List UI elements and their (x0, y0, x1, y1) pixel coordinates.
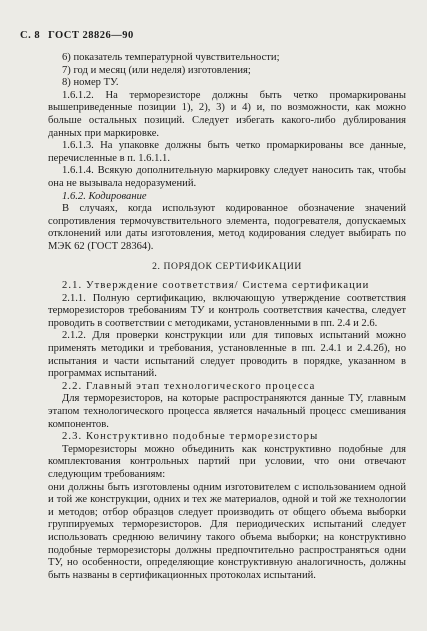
paragraph-2-1-2: 2.1.2. Для проверки конструкции или для типовых испытаний можно применять методики и требования, установленные в пп. 2.4.1 и 2.4.2б), но испытания и части испытаний следует проводить в порядке, указанном в программах испытаний. (48, 330, 406, 380)
paragraph-2-3-requirements: они должны быть изготовлены одним изготовителем с использованием одной и той же конструкции, одних и тех же материалов, одной и той же технологии и методов; отбор образцов следует производить от общего объема выборки группируемых терморезисторов. Для периодических испытаний следует использовать среднюю величину такого объема выборки; на конструктивно подобные терморезисторы должны предпочтительно распространяться одни ТУ, но особенности, определяющие конструктивную аналогичность, должны быть названы в сертификационных протоколах испытаний. (48, 481, 406, 581)
paragraph-2-1-1: 2.1.1. Полную сертификацию, включающую утверждение соответствия терморезисторов требованиям ТУ и контроль соответствия качества, следует проводить в соответствии с методиками, установленными в пп. 2.4 и 2.6. (48, 292, 406, 329)
paragraph-2-3-intro: Терморезисторы можно объединить как конструктивно подобные для комплектования контрольных партий при условии, что они отвечают следующим требованиям: (48, 443, 406, 480)
subsection-heading-2-3: 2.3. Конструктивно подобные терморезисторы (62, 431, 319, 443)
list-item-6: 6) показатель температурной чувствительности; (62, 52, 280, 63)
list-item-8: 8) номер ТУ. (62, 77, 119, 89)
subsection-heading-2-1: 2.1. Утверждение соответствия/ Система сертификации (62, 280, 370, 292)
page-header (20, 30, 134, 41)
paragraph-1-6-1-3: 1.6.1.3. На упаковке должны быть четко промаркированы все данные, перечисленные в п. 1.6.1.1. (48, 140, 406, 164)
page-number: С. 8 (20, 30, 41, 41)
paragraph-1-6-1-2: 1.6.1.2. На терморезисторе должны быть четко промаркированы вышеприведенные позиции 1), 2), 3) и 4) и, по возможности, как можно больше остальных позиций. Следует избегать какого-либо дублирования данных при маркировке. (48, 89, 406, 139)
document-body (48, 52, 406, 582)
section-title: 2. ПОРЯДОК СЕРТИФИКАЦИИ (152, 260, 302, 272)
standard-code: ГОСТ 28826—90 (48, 30, 134, 41)
paragraph-1-6-1-4: 1.6.1.4. Всякую дополнительную маркировку следует наносить так, чтобы она не вызывала недоразумений. (48, 165, 406, 189)
subsection-heading-coding: 1.6.2. Кодирование (62, 190, 147, 202)
list-item-7: 7) год и месяц (или неделя) изготовления; (62, 64, 251, 76)
subsection-heading-2-2: 2.2. Главный этап технологического процесса (62, 380, 316, 392)
paragraph-2-2: Для терморезисторов, на которые распространяются данные ТУ, главным этапом технологического процесса является начальный процесс смешивания компонентов. (48, 393, 406, 430)
paragraph-coding: В случаях, когда используют кодированное обозначение значений сопротивления термочувствительного элемента, подогревателя, допускаемых отклонений или даты изготовления, метод кодирования следует выбирать по МЭК 62 (ГОСТ 28364). (48, 203, 406, 252)
